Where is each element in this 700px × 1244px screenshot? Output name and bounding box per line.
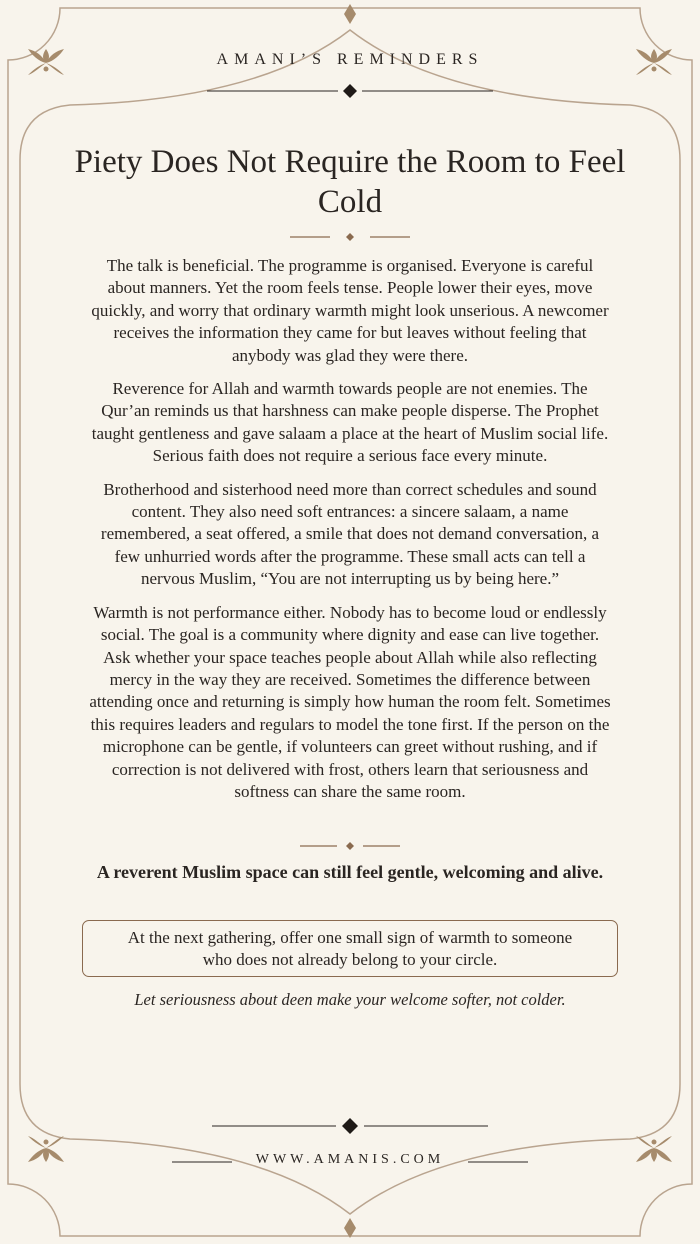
website-link[interactable]: WWW.AMANIS.COM — [255, 1152, 445, 1167]
article-body — [88, 255, 612, 814]
action-callout-box — [82, 920, 618, 977]
paragraph: Reverence for Allah and warmth towards people are not enemies. The Qur’an reminds us that harshness can make people disperse. The Prophet taught gentleness and gave salaam a place at the heart of Muslim social life. Serious faith does not require a serious face every minute. — [91, 379, 609, 466]
key-takeaway: A reverent Muslim space can still feel gentle, welcoming and alive. — [96, 862, 604, 882]
paragraph: Warmth is not performance either. Nobody has to become loud or endlessly social. The goal is a community where dignity and ease can live together. Ask whether your space teaches people about Allah while also reflecting mercy in the way they are received. Sometimes the difference between attending once and returning is simply how human the room felt. Sometimes this requires leaders and regulars to model the tone first. If the person on the microphone can be gentle, if volunteers can greet without rushing, and if correction is not delivered with frost, others learn that seriousness and softness can share the same room. — [89, 602, 611, 801]
closing-line: Let seriousness about deen make your welcome softer, not colder. — [134, 990, 566, 1009]
paragraph: The talk is beneficial. The programme is organised. Everyone is careful about manners. Yet the room feels tense. People lower their eyes, move quickly, and worry that ordinary warmth might look unserious. A newcomer receives the information they came for but leaves without feeling that anybody was glad they were there. — [91, 256, 609, 365]
page-title: Piety Does Not Require the Room to Feel Cold — [74, 144, 626, 220]
paragraph: Brotherhood and sisterhood need more than correct schedules and sound content. They also need soft entrances: a sincere salaam, a name remembered, a seat offered, a smile that does not demand conversation, a few unhurried words after the programme. These small acts can tell a nervous Muslim, “You are not interrupting us by being here.” — [100, 479, 600, 589]
action-callout-text: At the next gathering, offer one small sign of warmth to someone who does not already belong to your circle. — [127, 927, 573, 969]
brand-header: AMANI’S REMINDERS — [216, 51, 484, 68]
